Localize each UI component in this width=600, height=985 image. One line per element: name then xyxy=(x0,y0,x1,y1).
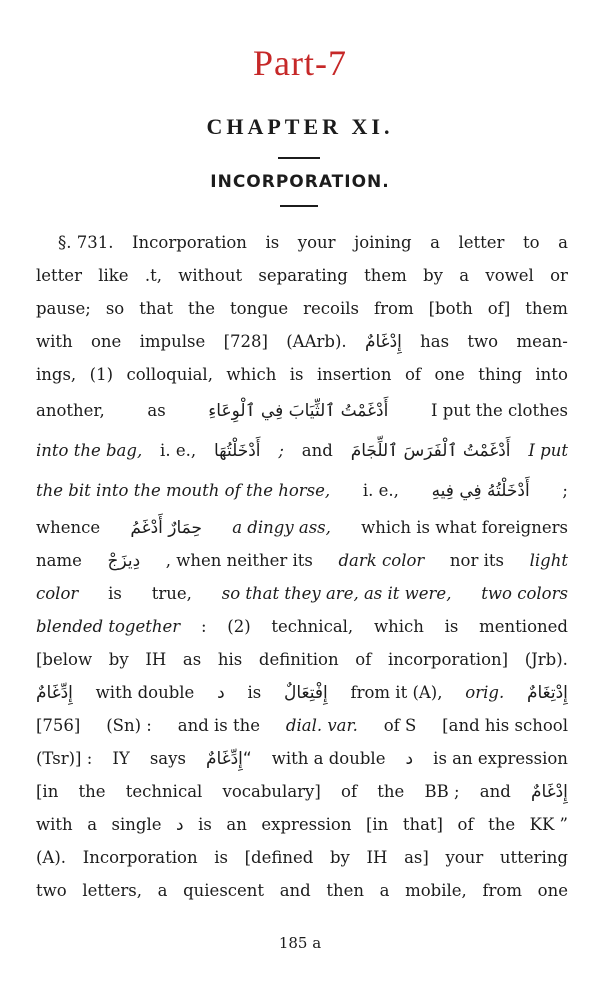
text-segment: one xyxy=(90,332,122,351)
text-segment: blended together xyxy=(36,617,181,636)
text-segment: his xyxy=(217,650,243,669)
text-segment: the xyxy=(78,782,106,801)
text-line xyxy=(36,259,568,292)
text-segment: of xyxy=(404,365,421,384)
text-segment: the xyxy=(377,782,405,801)
text-segment: into xyxy=(535,365,568,384)
text-segment: is an expression xyxy=(433,749,568,768)
text-segment: colloquial, xyxy=(126,365,213,384)
text-segment: and xyxy=(479,782,511,801)
text-line xyxy=(36,577,568,610)
text-segment: definition xyxy=(258,650,339,669)
divider-bottom xyxy=(280,205,318,207)
text-segment: uttering xyxy=(499,848,568,867)
arabic-term: د xyxy=(217,683,225,703)
text-segment: of S xyxy=(383,716,417,735)
text-segment: impulse xyxy=(139,332,206,351)
text-line xyxy=(36,471,568,511)
text-segment: by xyxy=(423,266,443,285)
text-segment: is xyxy=(289,365,304,384)
text-segment: (1) xyxy=(89,365,114,384)
text-segment: by xyxy=(108,650,129,669)
text-segment: (A). xyxy=(36,848,67,867)
text-line xyxy=(36,358,568,391)
text-segment: from xyxy=(482,881,523,900)
text-line xyxy=(36,325,568,358)
text-segment: IH xyxy=(145,650,167,669)
text-segment: a xyxy=(157,881,168,900)
text-segment: name xyxy=(36,551,82,570)
text-segment: pause; xyxy=(36,299,91,318)
text-line xyxy=(36,775,568,808)
text-segment: tongue xyxy=(230,299,289,318)
arabic-term: إِفْتِعَالٌ xyxy=(283,683,328,703)
text-segment: them xyxy=(525,299,568,318)
text-segment: to xyxy=(522,233,540,252)
text-line xyxy=(36,544,568,577)
text-segment: with xyxy=(36,332,73,351)
text-segment: whence xyxy=(36,518,101,537)
text-segment: single xyxy=(111,815,162,834)
text-line xyxy=(36,292,568,325)
text-segment: the xyxy=(187,299,215,318)
text-segment: (Sn) : xyxy=(106,716,152,735)
text-segment: quiescent xyxy=(183,881,265,900)
text-segment: is xyxy=(198,815,212,834)
text-segment: is xyxy=(108,584,122,603)
text-segment: and is the xyxy=(177,716,261,735)
text-segment: an xyxy=(226,815,247,834)
text-segment: , when neither its xyxy=(165,551,313,570)
divider-top xyxy=(278,157,320,159)
text-segment: dial. var. xyxy=(285,716,358,735)
text-segment: ; xyxy=(278,441,284,460)
text-segment: dark color xyxy=(338,551,425,570)
text-segment: [below xyxy=(36,650,93,669)
text-line xyxy=(36,391,568,431)
text-line xyxy=(36,742,568,775)
text-segment: recoils xyxy=(303,299,360,318)
text-segment: of xyxy=(457,815,474,834)
text-segment: two xyxy=(36,881,67,900)
text-segment: of xyxy=(341,782,358,801)
text-segment: as xyxy=(147,401,166,420)
text-segment: so that they are, as it were, xyxy=(221,584,452,603)
text-segment: a xyxy=(558,233,568,252)
text-segment: as] xyxy=(404,848,429,867)
text-segment: [in xyxy=(36,782,59,801)
text-segment: mean- xyxy=(516,332,568,351)
text-segment: which is what foreigners xyxy=(361,518,568,537)
text-segment: a xyxy=(87,815,98,834)
text-segment: two xyxy=(467,332,499,351)
chapter-title: CHAPTER XI. xyxy=(206,114,394,139)
arabic-term: د xyxy=(176,815,184,835)
text-segment: true, xyxy=(151,584,192,603)
text-segment: technical, xyxy=(271,617,354,636)
arabic-term: أَدْغَمْتُ ٱلثِّيَابَ فِي ٱلْوِعَاءِ xyxy=(208,401,389,421)
text-segment: thing xyxy=(478,365,522,384)
text-segment: Incorporation xyxy=(132,233,247,252)
text-segment: vowel xyxy=(485,266,534,285)
text-segment: .t, xyxy=(144,266,162,285)
text-segment: a xyxy=(459,266,470,285)
text-segment: from xyxy=(374,299,414,318)
text-segment: that] xyxy=(402,815,443,834)
text-segment: the bit into the mouth of the horse, xyxy=(36,481,331,500)
text-segment: Incorporation xyxy=(82,848,198,867)
text-segment: says xyxy=(149,749,186,768)
text-segment: letter xyxy=(36,266,82,285)
text-segment: your xyxy=(297,233,336,252)
arabic-term: أَدْغَمْتُ ٱلْفَرَسَ ٱللِّجَامَ xyxy=(350,441,511,461)
text-line xyxy=(36,709,568,742)
text-segment: i. e., xyxy=(362,481,399,500)
text-line xyxy=(36,610,568,643)
text-segment: so xyxy=(105,299,125,318)
section-heading: INCORPORATION. xyxy=(210,172,390,192)
arabic-term: د xyxy=(405,749,414,769)
text-segment: expression xyxy=(261,815,352,834)
text-segment: [defined xyxy=(244,848,314,867)
text-segment: nor its xyxy=(449,551,504,570)
arabic-term: إِدْتِغَامٌ xyxy=(526,683,568,703)
text-segment: mobile, xyxy=(405,881,467,900)
body-text xyxy=(36,226,568,907)
text-segment: IY xyxy=(112,749,130,768)
text-segment: another, xyxy=(36,401,105,420)
text-segment: by xyxy=(330,848,350,867)
text-segment: without xyxy=(178,266,243,285)
text-segment: into the bag, xyxy=(36,441,143,460)
text-segment: is xyxy=(444,617,459,636)
text-line xyxy=(36,676,568,709)
text-line xyxy=(36,431,568,471)
text-segment: IH xyxy=(366,848,388,867)
text-line xyxy=(36,808,568,841)
text-segment: which xyxy=(373,617,424,636)
arabic-term: إِدِّغَامٌ xyxy=(36,683,73,703)
text-segment: separating xyxy=(258,266,348,285)
text-segment: (AArb). xyxy=(286,332,347,351)
text-segment: I put the clothes xyxy=(430,401,568,420)
text-segment: §. 731. xyxy=(58,233,114,252)
text-segment: KK ” xyxy=(529,815,568,834)
text-segment: has xyxy=(420,332,450,351)
text-segment: (Tsr)] : xyxy=(36,749,93,768)
text-segment: is xyxy=(214,848,228,867)
text-segment: one xyxy=(537,881,568,900)
text-segment: [both xyxy=(428,299,473,318)
arabic-term: أَدْخَلْتُهُ فِي فِيهِ xyxy=(431,481,530,501)
text-segment: : xyxy=(200,617,207,636)
text-segment: or xyxy=(550,266,568,285)
text-segment: is xyxy=(247,683,262,702)
text-segment: [756] xyxy=(36,716,81,735)
arabic-term: إِدْغَامٌ xyxy=(531,782,568,802)
text-segment: I put xyxy=(528,441,568,460)
text-segment: them xyxy=(364,266,407,285)
text-segment: of] xyxy=(487,299,511,318)
text-segment: mentioned xyxy=(479,617,568,636)
text-segment: insertion xyxy=(316,365,392,384)
text-segment: color xyxy=(36,584,79,603)
text-segment: and xyxy=(301,441,333,460)
text-segment: two colors xyxy=(481,584,568,603)
text-segment: i. e., xyxy=(160,441,197,460)
text-segment: that xyxy=(139,299,173,318)
text-segment: joining xyxy=(354,233,412,252)
text-segment: of xyxy=(355,650,372,669)
text-segment: (2) xyxy=(227,617,251,636)
text-segment: letter xyxy=(458,233,505,252)
text-line xyxy=(36,226,568,259)
text-segment: from it (A), xyxy=(350,683,443,702)
text-segment: BB ; xyxy=(424,782,460,801)
text-line xyxy=(36,874,568,907)
text-segment: then xyxy=(326,881,364,900)
text-segment: as xyxy=(182,650,202,669)
text-segment: one xyxy=(434,365,465,384)
text-segment: incorporation] xyxy=(387,650,509,669)
text-segment: ings, xyxy=(36,365,77,384)
text-segment: with double xyxy=(95,683,195,702)
text-segment: your xyxy=(445,848,484,867)
text-line xyxy=(36,511,568,544)
text-segment: and xyxy=(279,881,311,900)
text-segment: [and his school xyxy=(442,716,568,735)
part-title: Part-7 xyxy=(253,43,347,83)
text-segment: vocabulary] xyxy=(222,782,321,801)
text-segment: the xyxy=(488,815,516,834)
text-segment: orig. xyxy=(465,683,505,702)
text-segment: a xyxy=(379,881,390,900)
text-segment: technical xyxy=(125,782,203,801)
arabic-term: “إِدِّغَامٌ xyxy=(205,749,252,769)
arabic-term: حِمَارٌ أَدْغَمُ xyxy=(130,518,202,538)
text-segment: (Jrb). xyxy=(524,650,568,669)
arabic-term: إِدْغَامٌ xyxy=(364,332,402,352)
text-segment: letters, xyxy=(82,881,142,900)
text-line xyxy=(36,841,568,874)
text-segment: is xyxy=(265,233,280,252)
text-segment: with a double xyxy=(271,749,386,768)
text-segment: with xyxy=(36,815,73,834)
text-segment: [728] xyxy=(223,332,268,351)
arabic-term: أَدْخَلْتُهَا xyxy=(213,441,261,461)
text-segment: like xyxy=(98,266,129,285)
text-segment: light xyxy=(529,551,568,570)
arabic-term: دِيزَجْ xyxy=(107,551,141,571)
text-segment: a xyxy=(430,233,440,252)
text-segment: ; xyxy=(562,481,568,500)
text-segment: a dingy ass, xyxy=(232,518,331,537)
text-segment: [in xyxy=(365,815,389,834)
text-line xyxy=(36,643,568,676)
text-segment: which xyxy=(226,365,277,384)
page-number: 185 a xyxy=(278,934,322,952)
